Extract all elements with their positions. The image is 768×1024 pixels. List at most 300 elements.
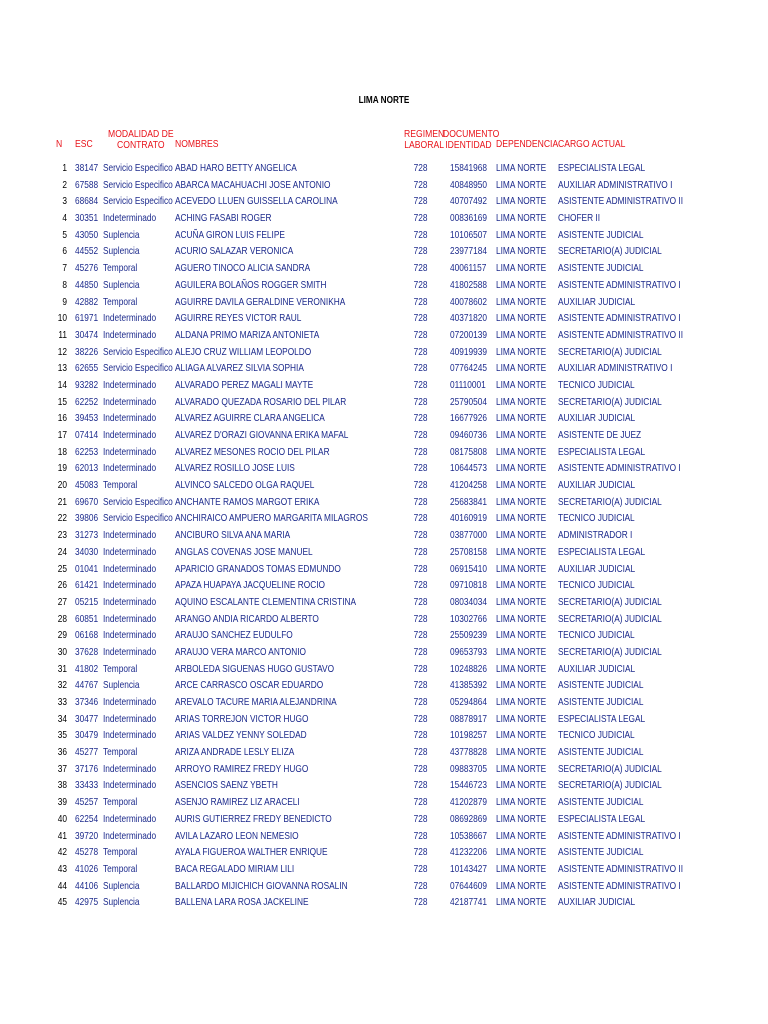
cell-regimen: 728 [413, 363, 428, 375]
cell-row-number: 36 [57, 747, 67, 759]
cell-cargo: TECNICO JUDICIAL [558, 513, 635, 525]
cell-dependencia: LIMA NORTE [496, 496, 547, 508]
cell-row-number: 31 [57, 663, 67, 675]
cell-modalidad: Suplencia [103, 279, 140, 291]
cell-documento: 41202879 [450, 797, 487, 809]
cell-modalidad: Indeterminado [103, 630, 157, 642]
cell-dependencia: LIMA NORTE [496, 580, 547, 592]
cell-esc-code: 44106 [75, 880, 99, 892]
cell-regimen: 728 [413, 580, 428, 592]
cell-modalidad: Temporal [103, 263, 138, 275]
header-documento-line2: IDENTIDAD [445, 139, 492, 151]
cell-esc-code: 39720 [75, 830, 99, 842]
cell-dependencia: LIMA NORTE [496, 897, 547, 909]
cell-dependencia: LIMA NORTE [496, 747, 547, 759]
cell-esc-code: 38147 [75, 163, 99, 174]
cell-cargo: ASISTENTE ADMINISTRATIVO II [558, 863, 684, 875]
cell-row-number: 6 [62, 246, 67, 258]
cell-modalidad: Servicio Especifico [103, 196, 173, 208]
table-row [0, 478, 768, 495]
cell-dependencia: LIMA NORTE [496, 663, 547, 675]
cell-row-number: 38 [57, 780, 67, 792]
cell-cargo: SECRETARIO(A) JUDICIAL [558, 396, 662, 408]
cell-nombre: ACURIO SALAZAR VERONICA [175, 246, 294, 258]
cell-row-number: 4 [62, 213, 67, 225]
table-row [0, 578, 768, 595]
table-row [0, 161, 768, 178]
cell-cargo: ESPECIALISTA LEGAL [558, 546, 646, 558]
cell-row-number: 28 [57, 613, 67, 625]
cell-modalidad: Indeterminado [103, 580, 157, 592]
cell-nombre: AGUILERA BOLAÑOS ROGGER SMITH [175, 279, 327, 291]
cell-esc-code: 37176 [75, 763, 99, 775]
header-esc: ESC [75, 138, 93, 150]
cell-nombre: ARAUJO SANCHEZ EUDULFO [175, 630, 293, 642]
cell-regimen: 728 [413, 697, 428, 708]
cell-regimen: 728 [413, 463, 428, 475]
cell-nombre: APAZA HUAPAYA JACQUELINE ROCIO [175, 580, 325, 592]
cell-esc-code: 62013 [75, 463, 99, 475]
cell-modalidad: Temporal [103, 847, 138, 859]
cell-cargo: ESPECIALISTA LEGAL [558, 446, 646, 458]
header-regimen [402, 129, 446, 151]
cell-cargo: SECRETARIO(A) JUDICIAL [558, 596, 662, 608]
cell-cargo: ADMINISTRADOR I [558, 530, 633, 542]
cell-dependencia: LIMA NORTE [496, 546, 547, 558]
table-row [0, 328, 768, 345]
cell-dependencia: LIMA NORTE [496, 446, 547, 458]
cell-documento: 41802588 [450, 279, 487, 291]
cell-esc-code: 42975 [75, 897, 99, 909]
cell-documento: 09460736 [450, 430, 487, 441]
cell-documento: 10106507 [450, 229, 487, 241]
cell-modalidad: Indeterminado [103, 730, 157, 742]
table-row [0, 879, 768, 896]
cell-regimen: 728 [413, 296, 428, 308]
cell-cargo: ASISTENTE ADMINISTRATIVO I [558, 313, 681, 325]
cell-nombre: AVILA LAZARO LEON NEMESIO [175, 830, 299, 842]
cell-modalidad: Indeterminado [103, 463, 157, 475]
cell-row-number: 22 [57, 513, 67, 525]
cell-dependencia: LIMA NORTE [496, 563, 547, 575]
cell-documento: 09710818 [450, 580, 487, 592]
cell-dependencia: LIMA NORTE [496, 346, 547, 358]
cell-modalidad: Servicio Especifico [103, 346, 173, 358]
table-row [0, 361, 768, 378]
cell-cargo: SECRETARIO(A) JUDICIAL [558, 780, 662, 792]
header-documento-line1: DOCUMENTO [443, 128, 500, 140]
cell-esc-code: 07414 [75, 430, 99, 441]
cell-regimen: 728 [413, 430, 428, 441]
table-row [0, 545, 768, 562]
cell-esc-code: 43050 [75, 229, 99, 241]
cell-regimen: 728 [413, 630, 428, 642]
cell-modalidad: Indeterminado [103, 646, 157, 658]
cell-esc-code: 62253 [75, 446, 99, 458]
cell-nombre: ASENJO RAMIREZ LIZ ARACELI [175, 797, 300, 809]
cell-documento: 09653793 [450, 646, 487, 658]
cell-nombre: ARAUJO VERA MARCO ANTONIO [175, 646, 307, 658]
cell-esc-code: 30351 [75, 213, 99, 225]
cell-regimen: 728 [413, 563, 428, 575]
cell-esc-code: 45278 [75, 847, 99, 859]
cell-dependencia: LIMA NORTE [496, 329, 547, 341]
cell-esc-code: 41026 [75, 863, 99, 875]
cell-esc-code: 06168 [75, 630, 99, 642]
cell-modalidad: Servicio Especifico [103, 179, 173, 191]
header-dependencia: DEPENDENCIA [496, 138, 559, 150]
cell-documento: 41385392 [450, 680, 487, 692]
cell-regimen: 728 [413, 346, 428, 358]
cell-nombre: BACA REGALADO MIRIAM LILI [175, 863, 295, 875]
cell-regimen: 728 [413, 246, 428, 258]
cell-cargo: TECNICO JUDICIAL [558, 730, 635, 742]
table-row [0, 345, 768, 362]
header-regimen-line1: REGIMEN [404, 128, 445, 140]
cell-dependencia: LIMA NORTE [496, 680, 547, 692]
cell-nombre: ABAD HARO BETTY ANGELICA [175, 163, 297, 174]
cell-nombre: AGUIRRE REYES VICTOR RAUL [175, 313, 302, 325]
cell-modalidad: Suplencia [103, 897, 140, 909]
cell-dependencia: LIMA NORTE [496, 313, 547, 325]
cell-esc-code: 30479 [75, 730, 99, 742]
cell-cargo: AUXILIAR JUDICIAL [558, 480, 636, 492]
cell-dependencia: LIMA NORTE [496, 780, 547, 792]
cell-modalidad: Indeterminado [103, 713, 157, 725]
table-row [0, 829, 768, 846]
cell-row-number: 3 [62, 196, 67, 208]
cell-row-number: 25 [57, 563, 67, 575]
cell-row-number: 33 [57, 697, 67, 708]
cell-nombre: ABARCA MACAHUACHI JOSE ANTONIO [175, 179, 331, 191]
cell-modalidad: Temporal [103, 863, 138, 875]
cell-dependencia: LIMA NORTE [496, 179, 547, 191]
cell-documento: 09883705 [450, 763, 487, 775]
cell-regimen: 728 [413, 213, 428, 225]
cell-regimen: 728 [413, 613, 428, 625]
cell-modalidad: Servicio Especifico [103, 363, 173, 375]
table-row [0, 228, 768, 245]
cell-row-number: 1 [62, 163, 67, 174]
header-cargo: CARGO ACTUAL [558, 138, 626, 150]
table-row [0, 562, 768, 579]
cell-modalidad: Indeterminado [103, 430, 157, 441]
cell-dependencia: LIMA NORTE [496, 379, 547, 391]
cell-dependencia: LIMA NORTE [496, 279, 547, 291]
cell-modalidad: Servicio Especifico [103, 496, 173, 508]
table-row [0, 628, 768, 645]
cell-dependencia: LIMA NORTE [496, 813, 547, 825]
cell-esc-code: 60851 [75, 613, 99, 625]
cell-nombre: ANCHANTE RAMOS MARGOT ERIKA [175, 496, 320, 508]
cell-regimen: 728 [413, 713, 428, 725]
cell-dependencia: LIMA NORTE [496, 463, 547, 475]
table-row [0, 261, 768, 278]
cell-regimen: 728 [413, 446, 428, 458]
cell-documento: 15841968 [450, 163, 487, 174]
cell-documento: 40848950 [450, 179, 487, 191]
cell-documento: 43778828 [450, 747, 487, 759]
cell-modalidad: Indeterminado [103, 763, 157, 775]
table-row [0, 194, 768, 211]
cell-esc-code: 05215 [75, 596, 99, 608]
cell-modalidad: Servicio Especifico [103, 163, 173, 174]
cell-modalidad: Suplencia [103, 229, 140, 241]
cell-esc-code: 30474 [75, 329, 99, 341]
cell-row-number: 30 [57, 646, 67, 658]
cell-dependencia: LIMA NORTE [496, 196, 547, 208]
header-modalidad-line1: MODALIDAD DE [108, 128, 174, 140]
cell-esc-code: 39806 [75, 513, 99, 525]
cell-esc-code: 45277 [75, 747, 99, 759]
cell-dependencia: LIMA NORTE [496, 596, 547, 608]
cell-modalidad: Indeterminado [103, 613, 157, 625]
cell-regimen: 728 [413, 813, 428, 825]
cell-documento: 41232206 [450, 847, 487, 859]
cell-documento: 10302766 [450, 613, 487, 625]
cell-documento: 40919939 [450, 346, 487, 358]
cell-regimen: 728 [413, 196, 428, 208]
cell-cargo: TECNICO JUDICIAL [558, 630, 635, 642]
cell-row-number: 23 [57, 530, 67, 542]
cell-nombre: ALEJO CRUZ WILLIAM LEOPOLDO [175, 346, 312, 358]
table-row [0, 812, 768, 829]
cell-dependencia: LIMA NORTE [496, 530, 547, 542]
cell-documento: 08034034 [450, 596, 487, 608]
cell-cargo: ASISTENTE ADMINISTRATIVO II [558, 196, 684, 208]
cell-cargo: SECRETARIO(A) JUDICIAL [558, 763, 662, 775]
cell-regimen: 728 [413, 830, 428, 842]
cell-modalidad: Indeterminado [103, 396, 157, 408]
cell-documento: 08175808 [450, 446, 487, 458]
cell-dependencia: LIMA NORTE [496, 646, 547, 658]
cell-row-number: 27 [57, 596, 67, 608]
cell-modalidad: Indeterminado [103, 780, 157, 792]
table-row [0, 244, 768, 261]
cell-documento: 25708158 [450, 546, 487, 558]
cell-row-number: 20 [57, 480, 67, 492]
cell-cargo: ASISTENTE JUDICIAL [558, 229, 644, 241]
cell-dependencia: LIMA NORTE [496, 630, 547, 642]
cell-modalidad: Temporal [103, 797, 138, 809]
cell-dependencia: LIMA NORTE [496, 430, 547, 441]
cell-dependencia: LIMA NORTE [496, 713, 547, 725]
cell-dependencia: LIMA NORTE [496, 263, 547, 275]
cell-dependencia: LIMA NORTE [496, 513, 547, 525]
cell-nombre: ACHING FASABI ROGER [175, 213, 272, 225]
cell-nombre: ALVAREZ ROSILLO JOSE LUIS [175, 463, 295, 475]
cell-regimen: 728 [413, 730, 428, 742]
table-row [0, 295, 768, 312]
cell-cargo: AUXILIAR JUDICIAL [558, 663, 636, 675]
table-row [0, 445, 768, 462]
cell-row-number: 7 [62, 263, 67, 275]
cell-documento: 10644573 [450, 463, 487, 475]
cell-regimen: 728 [413, 546, 428, 558]
cell-row-number: 24 [57, 546, 67, 558]
table-row [0, 695, 768, 712]
cell-row-number: 34 [57, 713, 67, 725]
cell-esc-code: 61421 [75, 580, 99, 592]
cell-documento: 41204258 [450, 480, 487, 492]
table-row [0, 712, 768, 729]
cell-cargo: SECRETARIO(A) JUDICIAL [558, 346, 662, 358]
cell-regimen: 728 [413, 680, 428, 692]
cell-nombre: AREVALO TACURE MARIA ALEJANDRINA [175, 697, 337, 708]
cell-documento: 07200139 [450, 329, 487, 341]
cell-documento: 07644609 [450, 880, 487, 892]
cell-cargo: ASISTENTE JUDICIAL [558, 680, 644, 692]
cell-documento: 05294864 [450, 697, 487, 708]
cell-row-number: 12 [57, 346, 67, 358]
cell-nombre: ARCE CARRASCO OSCAR EDUARDO [175, 680, 324, 692]
cell-nombre: ANGLAS COVENAS JOSE MANUEL [175, 546, 313, 558]
table-row [0, 895, 768, 912]
page-title: LIMA NORTE [358, 95, 410, 106]
cell-regimen: 728 [413, 229, 428, 241]
cell-row-number: 39 [57, 797, 67, 809]
cell-esc-code: 01041 [75, 563, 99, 575]
cell-documento: 07764245 [450, 363, 487, 375]
cell-nombre: AQUINO ESCALANTE CLEMENTINA CRISTINA [175, 596, 357, 608]
cell-documento: 40707492 [450, 196, 487, 208]
cell-documento: 03877000 [450, 530, 487, 542]
table-row [0, 762, 768, 779]
cell-nombre: ALIAGA ALVAREZ SILVIA SOPHIA [175, 363, 304, 375]
cell-esc-code: 39453 [75, 413, 99, 425]
cell-documento: 16677926 [450, 413, 487, 425]
cell-cargo: AUXILIAR ADMINISTRATIVO I [558, 179, 673, 191]
cell-modalidad: Suplencia [103, 246, 140, 258]
cell-esc-code: 37346 [75, 697, 99, 708]
cell-documento: 06915410 [450, 563, 487, 575]
cell-row-number: 11 [58, 329, 67, 341]
cell-nombre: ALVARADO PEREZ MAGALI MAYTE [175, 379, 314, 391]
cell-modalidad: Indeterminado [103, 697, 157, 708]
cell-dependencia: LIMA NORTE [496, 163, 547, 174]
cell-row-number: 44 [57, 880, 67, 892]
cell-nombre: AGUERO TINOCO ALICIA SANDRA [175, 263, 311, 275]
cell-esc-code: 67588 [75, 179, 99, 191]
cell-nombre: ALVAREZ D'ORAZI GIOVANNA ERIKA MAFAL [175, 430, 349, 441]
table-row [0, 862, 768, 879]
cell-modalidad: Indeterminado [103, 546, 157, 558]
cell-dependencia: LIMA NORTE [496, 396, 547, 408]
cell-modalidad: Indeterminado [103, 213, 157, 225]
cell-documento: 42187741 [450, 897, 487, 909]
cell-row-number: 42 [57, 847, 67, 859]
table-row [0, 595, 768, 612]
cell-esc-code: 44552 [75, 246, 99, 258]
cell-esc-code: 33433 [75, 780, 99, 792]
cell-cargo: SECRETARIO(A) JUDICIAL [558, 496, 662, 508]
cell-modalidad: Temporal [103, 747, 138, 759]
cell-esc-code: 45083 [75, 480, 99, 492]
cell-esc-code: 44850 [75, 279, 99, 291]
cell-row-number: 13 [57, 363, 67, 375]
cell-cargo: ASISTENTE ADMINISTRATIVO I [558, 463, 681, 475]
cell-dependencia: LIMA NORTE [496, 413, 547, 425]
cell-row-number: 29 [57, 630, 67, 642]
cell-nombre: APARICIO GRANADOS TOMAS EDMUNDO [175, 563, 341, 575]
cell-documento: 25790504 [450, 396, 487, 408]
cell-esc-code: 93282 [75, 379, 99, 391]
cell-cargo: ESPECIALISTA LEGAL [558, 813, 646, 825]
cell-nombre: ALDANA PRIMO MARIZA ANTONIETA [175, 329, 320, 341]
cell-row-number: 9 [62, 296, 67, 308]
cell-documento: 40061157 [450, 263, 487, 275]
cell-dependencia: LIMA NORTE [496, 296, 547, 308]
table-body [0, 161, 768, 912]
cell-esc-code: 34030 [75, 546, 99, 558]
cell-documento: 10198257 [450, 730, 487, 742]
table-row [0, 845, 768, 862]
cell-row-number: 32 [57, 680, 67, 692]
cell-regimen: 728 [413, 646, 428, 658]
cell-nombre: ACUÑA GIRON LUIS FELIPE [175, 229, 285, 241]
cell-esc-code: 69670 [75, 496, 99, 508]
cell-dependencia: LIMA NORTE [496, 363, 547, 375]
table-row [0, 278, 768, 295]
cell-regimen: 728 [413, 313, 428, 325]
table-row [0, 461, 768, 478]
cell-dependencia: LIMA NORTE [496, 797, 547, 809]
cell-nombre: ARBOLEDA SIGUENAS HUGO GUSTAVO [175, 663, 335, 675]
cell-modalidad: Suplencia [103, 880, 140, 892]
cell-cargo: ASISTENTE ADMINISTRATIVO I [558, 880, 681, 892]
cell-cargo: ASISTENTE ADMINISTRATIVO II [558, 329, 684, 341]
table-row [0, 411, 768, 428]
cell-cargo: AUXILIAR JUDICIAL [558, 296, 636, 308]
cell-modalidad: Indeterminado [103, 313, 157, 325]
cell-dependencia: LIMA NORTE [496, 880, 547, 892]
cell-row-number: 8 [62, 279, 67, 291]
cell-regimen: 728 [413, 797, 428, 809]
cell-dependencia: LIMA NORTE [496, 847, 547, 859]
cell-regimen: 728 [413, 396, 428, 408]
cell-regimen: 728 [413, 263, 428, 275]
cell-cargo: SECRETARIO(A) JUDICIAL [558, 613, 662, 625]
cell-esc-code: 30477 [75, 713, 99, 725]
cell-row-number: 16 [57, 413, 67, 425]
cell-documento: 01110001 [450, 379, 486, 391]
cell-regimen: 728 [413, 880, 428, 892]
cell-regimen: 728 [413, 179, 428, 191]
cell-esc-code: 38226 [75, 346, 99, 358]
cell-nombre: ACEVEDO LLUEN GUISSELLA CAROLINA [175, 196, 338, 208]
cell-nombre: ARIZA ANDRADE LESLY ELIZA [175, 747, 295, 759]
cell-regimen: 728 [413, 480, 428, 492]
cell-row-number: 26 [57, 580, 67, 592]
cell-modalidad: Indeterminado [103, 596, 157, 608]
table-row [0, 311, 768, 328]
cell-dependencia: LIMA NORTE [496, 830, 547, 842]
cell-modalidad: Temporal [103, 663, 138, 675]
table-row [0, 612, 768, 629]
cell-cargo: ASISTENTE JUDICIAL [558, 263, 644, 275]
table-row [0, 795, 768, 812]
cell-modalidad: Indeterminado [103, 530, 157, 542]
cell-esc-code: 42882 [75, 296, 99, 308]
cell-cargo: ASISTENTE ADMINISTRATIVO I [558, 830, 681, 842]
header-modalidad-line2: CONTRATO [117, 139, 165, 151]
cell-nombre: ARROYO RAMIREZ FREDY HUGO [175, 763, 309, 775]
table-row [0, 678, 768, 695]
cell-dependencia: LIMA NORTE [496, 763, 547, 775]
cell-regimen: 728 [413, 413, 428, 425]
cell-esc-code: 31273 [75, 530, 99, 542]
cell-row-number: 2 [62, 179, 67, 191]
